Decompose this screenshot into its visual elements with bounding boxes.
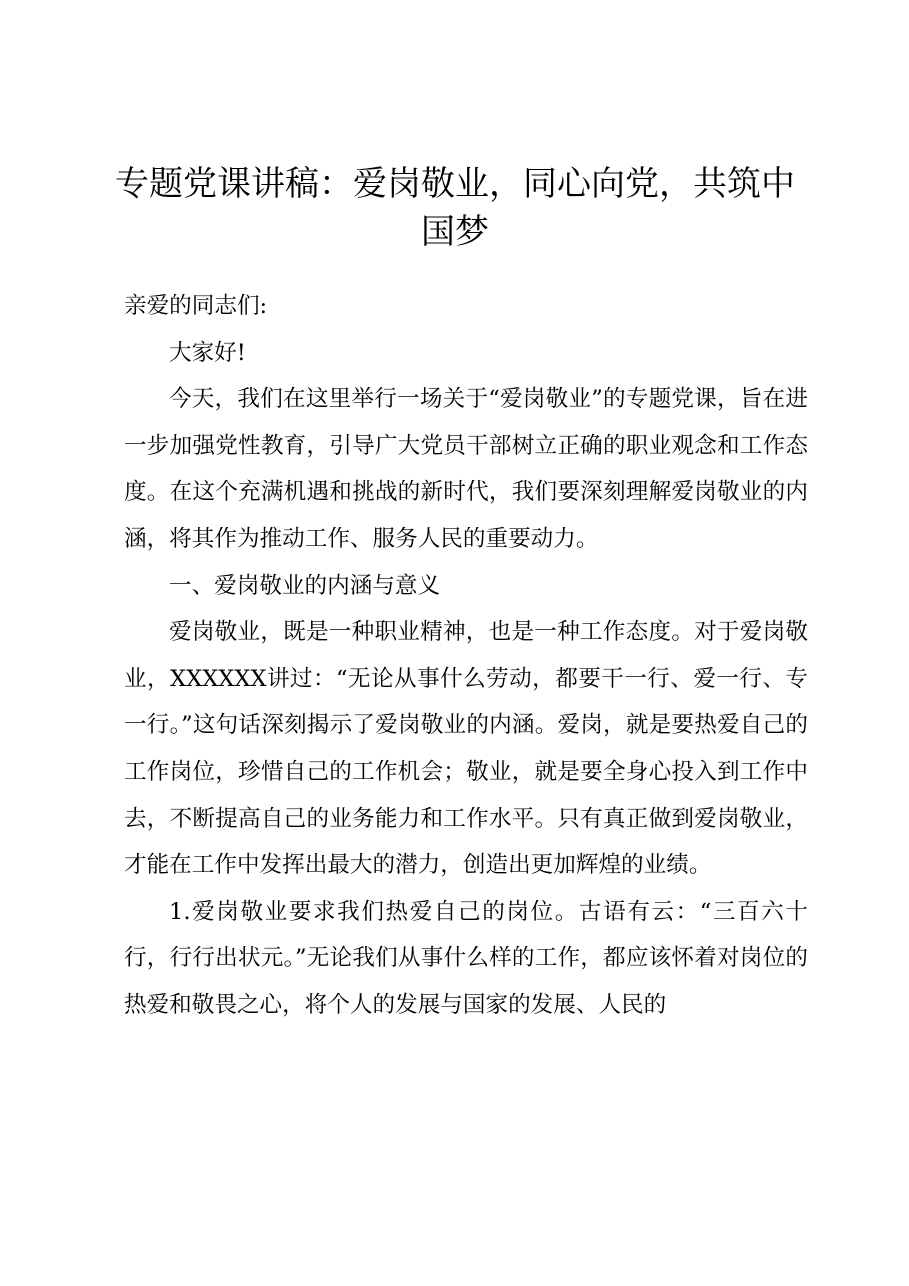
section-heading: 一、爱岗敬业的内涵与意义 <box>169 572 441 599</box>
greeting: 大家好! <box>169 339 246 366</box>
intro-paragraph: 今天，我们在这里举行一场关于“爱岗敬业”的专题党课，旨在进一步加强党性教育，引导广大党员干部树立正确的职业观念和工作态度。在这个充满机遇和挑战的新时代，我们要深刻理解爱岗敬业的内涵，将其作为推动工作、服务人民的重要动力。 <box>124 386 808 552</box>
salutation: 亲爱的同志们: <box>124 293 268 319</box>
section-paragraph: 爱岗敬业，既是一种职业精神，也是一种工作态度。对于爱岗敬业，XXXXXX讲过：“无论从事什么劳动，都要干一行、爱一行、专一行。”这句话深刻揭示了爱岗敬业的内涵。爱岗，就是要热爱自己的工作岗位，珍惜自己的工作机会；敬业，就是要全身心投入到工作中去，不断提高自己的业务能力和工作水平。只有真正做到爱岗敬业，才能在工作中发挥出最大的潜力，创造出更加辉煌的业绩。 <box>124 619 808 879</box>
document-title: 专题党课讲稿：爱岗敬业，同心向党，共筑中国梦 <box>115 164 795 252</box>
section-paragraph: 1.爱岗敬业要求我们热爱自己的岗位。古语有云：“三百六十行，行行出状元。”无论我们从事什么样的工作，都应该怀着对岗位的热爱和敬畏之心，将个人的发展与国家的发展、人民的 <box>124 898 808 1018</box>
document-body <box>124 283 808 1029</box>
